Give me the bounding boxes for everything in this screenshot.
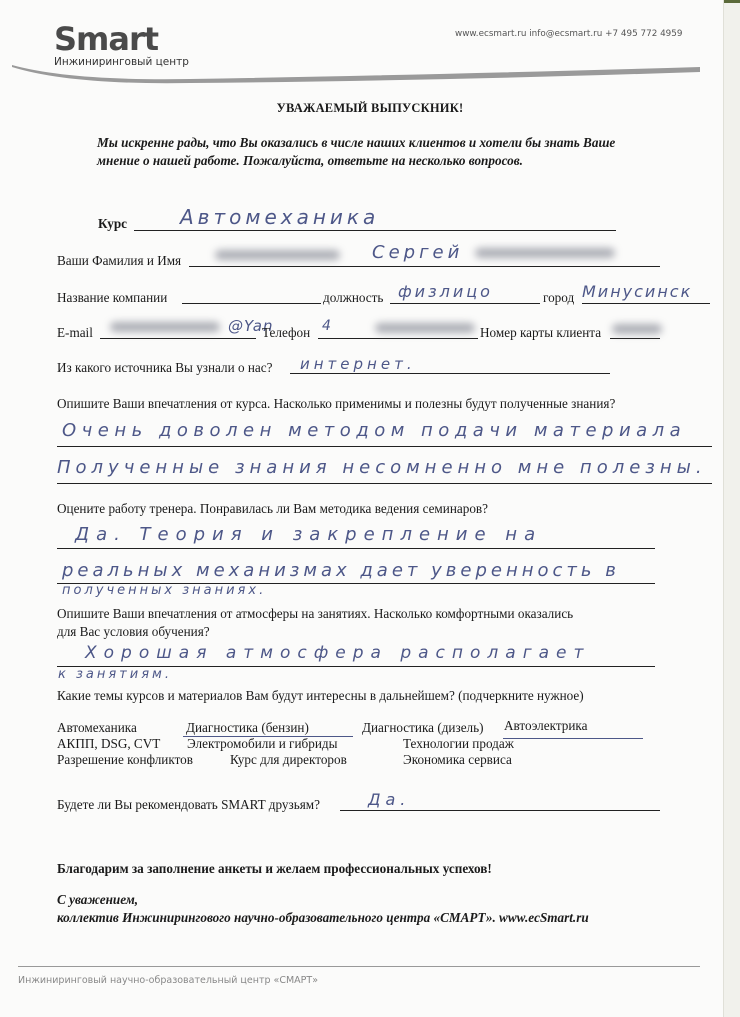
footer-text: Инжиниринговый научно-образовательный центр «СМАРТ» xyxy=(18,975,319,986)
redacted-email xyxy=(110,322,220,332)
redacted-surname xyxy=(215,250,340,260)
topic-transmissions[interactable]: АКПП, DSG, CVT xyxy=(57,736,161,751)
company-field[interactable] xyxy=(182,303,321,304)
topic-electric-hybrid[interactable]: Электромобили и гибриды xyxy=(187,736,338,751)
topic-diagnostics-diesel[interactable]: Диагностика (дизель) xyxy=(362,720,484,735)
topic-autoelectrics-underline-mark xyxy=(503,738,643,739)
answer2-line1[interactable]: Да. Теория и закрепление на xyxy=(75,524,543,545)
answer1-line1[interactable]: Очень доволен методом подачи материала xyxy=(62,420,687,441)
question-topics: Какие темы курсов и материалов Вам будут интересны в дальнейшем? (подчеркните нужное) xyxy=(57,688,584,703)
header-swoosh-decoration xyxy=(10,55,710,85)
position-underline xyxy=(390,303,540,304)
card-field[interactable] xyxy=(612,324,662,334)
intro-text: Мы искренне рады, что Вы оказались в числе наших клиентов и хотели бы знать Ваше мнение о нашей работе. Пожалуйста, ответьте на несколько вопросов. xyxy=(97,135,616,168)
recommend-underline xyxy=(340,810,660,811)
question-trainer-rating: Оцените работу тренера. Понравилась ли Вам методика ведения семинаров? xyxy=(57,501,489,516)
source-field[interactable]: интернет. xyxy=(300,355,416,373)
city-underline xyxy=(582,303,710,304)
course-underline xyxy=(134,230,616,231)
header-contacts: www.ecsmart.ru info@ecsmart.ru +7 495 772 4959 xyxy=(455,29,683,39)
answer2-line2[interactable]: реальных механизмах дает уверенность в xyxy=(62,560,620,581)
signature-line1: С уважением, xyxy=(57,892,139,907)
topic-sales-technology[interactable]: Технологии продаж xyxy=(403,736,514,751)
source-underline xyxy=(290,373,610,374)
question-course-impressions: Опишите Ваши впечатления от курса. Насколько применимы и полезны будут полученные знания? xyxy=(57,396,616,411)
question-recommend: Будете ли Вы рекомендовать SMART друзьям? xyxy=(57,797,321,812)
topic-autoelectrics[interactable]: Автоэлектрика xyxy=(504,718,588,733)
thanks-text: Благодарим за заполнение анкеты и желаем профессиональных успехов! xyxy=(57,861,492,876)
phone-field[interactable]: 4 xyxy=(322,318,335,334)
answer1-line2[interactable]: Полученные знания несомненно мне полезны. xyxy=(57,457,707,478)
name-underline xyxy=(189,266,660,267)
answer2-line3[interactable]: полученных знаниях. xyxy=(62,583,267,598)
email-label: E-mail xyxy=(57,325,93,340)
logo-subtitle: Инжиниринговый центр xyxy=(54,56,189,68)
topic-automechanics[interactable]: Автомеханика xyxy=(57,720,137,735)
redacted-phone xyxy=(375,323,475,333)
position-label: должность xyxy=(323,290,384,305)
course-label: Курс xyxy=(98,216,128,231)
answer2-line1-underline xyxy=(57,548,655,549)
logo-wordmark: Smart xyxy=(54,20,159,58)
email-underline xyxy=(100,338,256,339)
signature-line2: коллектив Инжинирингового научно-образовательного центра «СМАРТ». www.ecSmart.ru xyxy=(57,910,589,925)
course-field[interactable]: Автомеханика xyxy=(180,205,380,229)
phone-label: Телефон xyxy=(262,325,311,340)
signature xyxy=(57,891,677,927)
recommend-answer[interactable]: Да. xyxy=(368,790,411,809)
answer3-line1[interactable]: Хорошая атмосфера располагает xyxy=(85,643,591,663)
answer1-line2-underline xyxy=(57,483,712,484)
topic-diagnostics-petrol[interactable]: Диагностика (бензин) xyxy=(186,720,309,735)
answer1-line1-underline xyxy=(57,446,712,447)
answer3-line2[interactable]: к занятиям. xyxy=(58,667,172,682)
topic-service-economics[interactable]: Экономика сервиса xyxy=(403,752,512,767)
redacted-patronymic xyxy=(475,248,615,258)
card-underline xyxy=(610,338,660,339)
city-field[interactable]: Минусинск xyxy=(582,282,693,301)
city-label: город xyxy=(543,290,575,305)
source-label: Из какого источника Вы узнали о нас? xyxy=(57,360,273,375)
name-label: Ваши Фамилия и Имя xyxy=(57,253,182,268)
email-field[interactable]: @Yan xyxy=(228,317,274,335)
page-edge xyxy=(723,0,740,1017)
topic-directors-course[interactable]: Курс для директоров xyxy=(230,752,347,767)
phone-underline xyxy=(318,338,478,339)
card-label: Номер карты клиента xyxy=(480,325,602,340)
page-title: УВАЖАЕМЫЙ ВЫПУСКНИК! xyxy=(276,101,464,115)
position-field[interactable]: физлицо xyxy=(398,282,493,301)
name-field[interactable]: Сергей xyxy=(372,242,464,263)
question-atmosphere-line1: Опишите Ваши впечатления от атмосферы на занятиях. Насколько комфортными оказались xyxy=(57,606,574,621)
question-atmosphere-line2: для Вас условия обучения? xyxy=(57,624,210,639)
company-label: Название компании xyxy=(57,290,168,305)
topic-conflict-resolution[interactable]: Разрешение конфликтов xyxy=(57,752,194,767)
footer-divider xyxy=(18,966,700,967)
